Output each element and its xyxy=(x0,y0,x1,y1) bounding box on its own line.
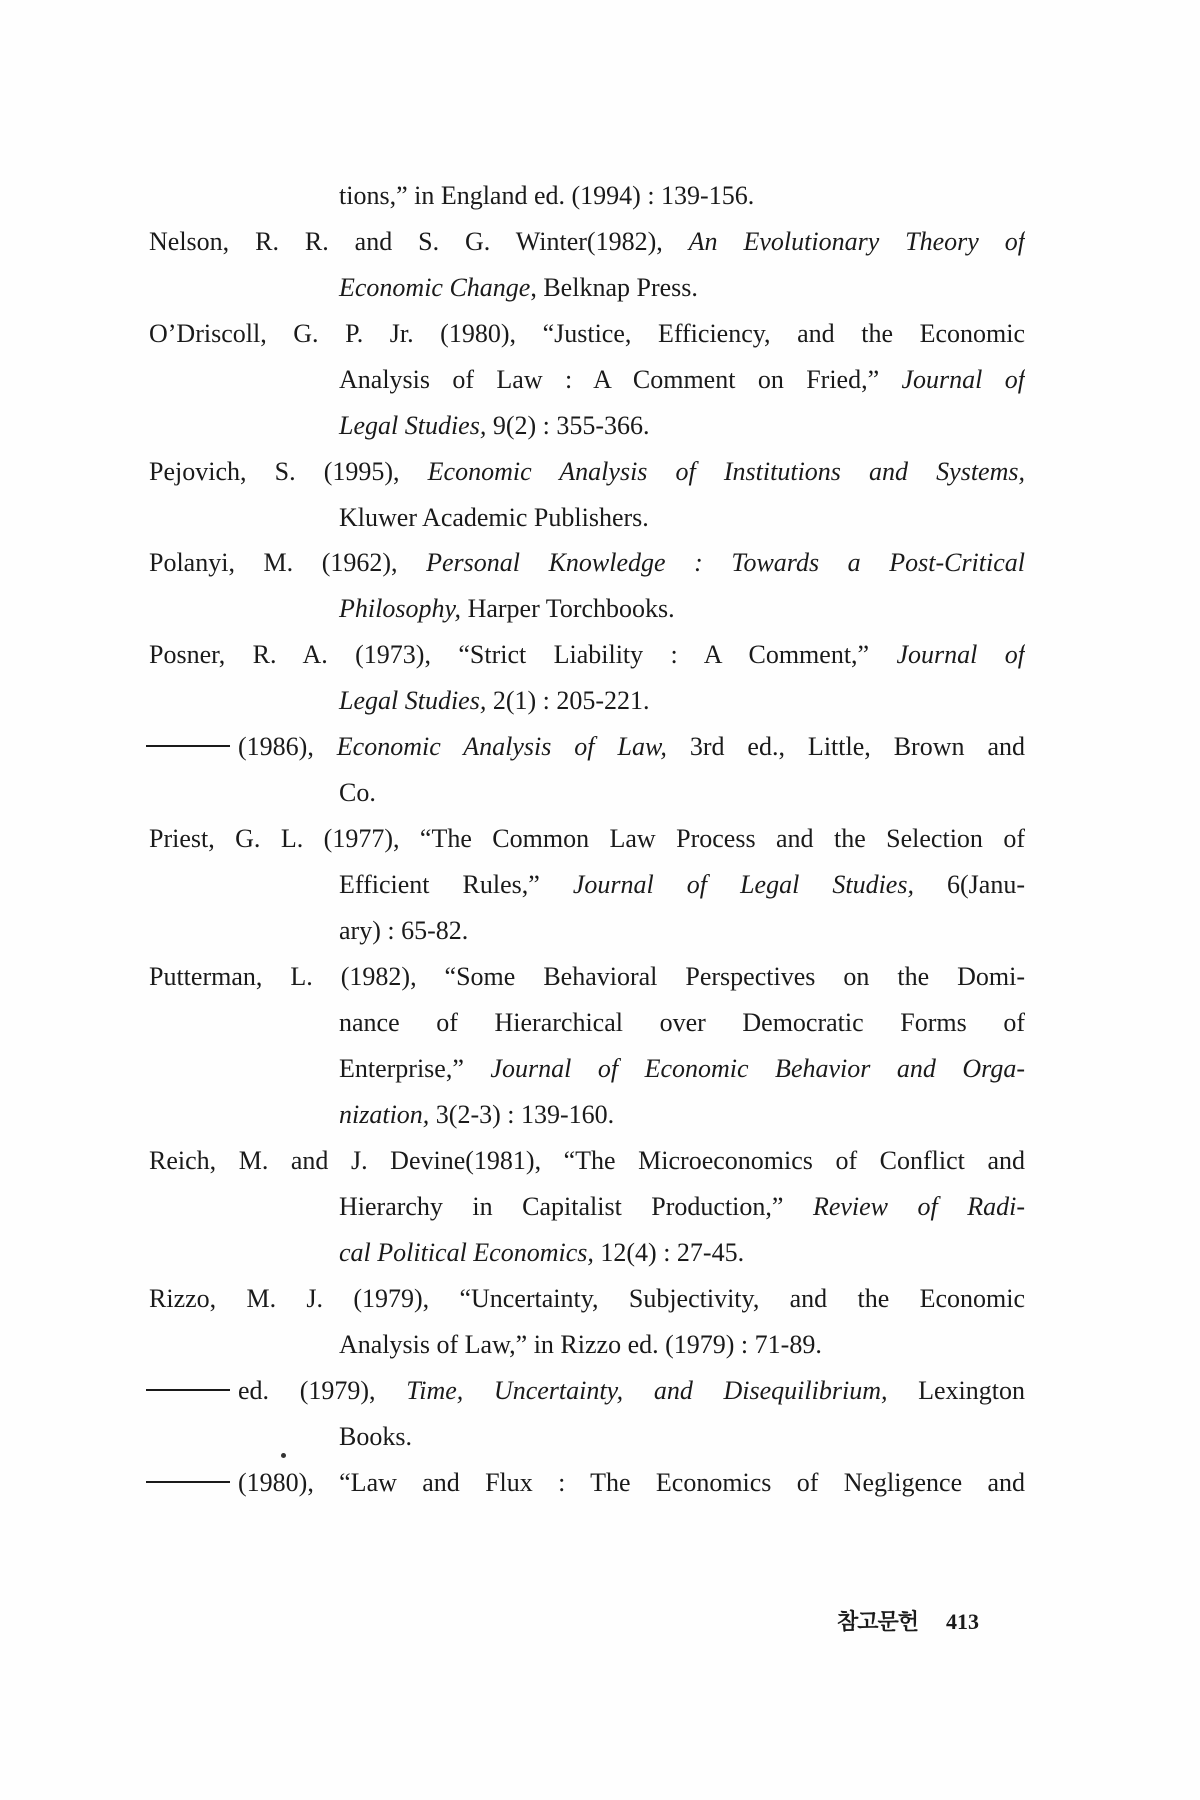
reference-line: Books. xyxy=(339,1422,412,1451)
reference-line: Kluwer Academic Publishers. xyxy=(339,503,649,532)
reference-line: Economic Change, Belknap Press. xyxy=(339,273,698,302)
reference-entry-rizzo-1980: (1980), “Law and Flux : The Economics of Negligence and xyxy=(146,1468,1025,1498)
reference-line: Analysis of Law,” in Rizzo ed. (1979) : 71-89. xyxy=(339,1330,822,1359)
reference-line: Hierarchy in Capitalist Production,” Review of Radi- xyxy=(339,1192,1025,1221)
section-label: 참고문헌 xyxy=(837,1610,919,1635)
reference-entry-rizzo-1979: Rizzo, M. J. (1979), “Uncertainty, Subjectivity, and the Economic xyxy=(149,1284,1025,1313)
reference-entry-pejovich: Pejovich, S. (1995), Economic Analysis of Institutions and Systems, xyxy=(149,457,1025,486)
page-footer xyxy=(837,1607,979,1638)
reference-entry-nelson: Nelson, R. R. and S. G. Winter(1982), An Evolutionary Theory of xyxy=(149,227,1025,256)
reference-entry-rizzo-1979-ed: ed. (1979), Time, Uncertainty, and Disequilibrium, Lexington xyxy=(146,1376,1025,1406)
reference-line: Analysis of Law : A Comment on Fried,” Journal of xyxy=(339,365,1025,394)
reference-entry-putterman: Putterman, L. (1982), “Some Behavioral Perspectives on the Domi- xyxy=(149,962,1025,991)
ditto-dash xyxy=(146,1389,230,1391)
ditto-dash xyxy=(146,1481,230,1483)
reference-line: Efficient Rules,” Journal of Legal Studies, 6(Janu- xyxy=(339,870,1025,899)
reference-entry-priest: Priest, G. L. (1977), “The Common Law Process and the Selection of xyxy=(149,824,1025,853)
reference-line: tions,” in England ed. (1994) : 139-156. xyxy=(339,181,755,210)
print-speck xyxy=(281,1453,286,1458)
reference-line: ary) : 65-82. xyxy=(339,916,469,945)
reference-line: Legal Studies, 9(2) : 355-366. xyxy=(339,411,650,440)
reference-entry-posner-1986: (1986), Economic Analysis of Law, 3rd ed., Little, Brown and xyxy=(146,732,1025,762)
reference-entry-reich-devine: Reich, M. and J. Devine(1981), “The Microeconomics of Conflict and xyxy=(149,1146,1025,1175)
reference-line: Philosophy, Harper Torchbooks. xyxy=(339,594,675,623)
page-number: 413 xyxy=(946,1609,980,1634)
reference-entry-polanyi: Polanyi, M. (1962), Personal Knowledge : Towards a Post-Critical xyxy=(149,548,1025,577)
reference-line: Enterprise,” Journal of Economic Behavior and Orga- xyxy=(339,1054,1025,1083)
ditto-dash xyxy=(146,745,230,747)
reference-line: Co. xyxy=(339,778,376,807)
reference-line: Legal Studies, 2(1) : 205-221. xyxy=(339,686,650,715)
reference-line: cal Political Economics, 12(4) : 27-45. xyxy=(339,1238,745,1267)
reference-line: nance of Hierarchical over Democratic Forms of xyxy=(339,1008,1025,1037)
reference-line: nization, 3(2-3) : 139-160. xyxy=(339,1100,615,1129)
reference-entry-posner-1973: Posner, R. A. (1973), “Strict Liability : A Comment,” Journal of xyxy=(149,640,1025,669)
reference-entry-odriscoll: O’Driscoll, G. P. Jr. (1980), “Justice, Efficiency, and the Economic xyxy=(149,319,1025,348)
